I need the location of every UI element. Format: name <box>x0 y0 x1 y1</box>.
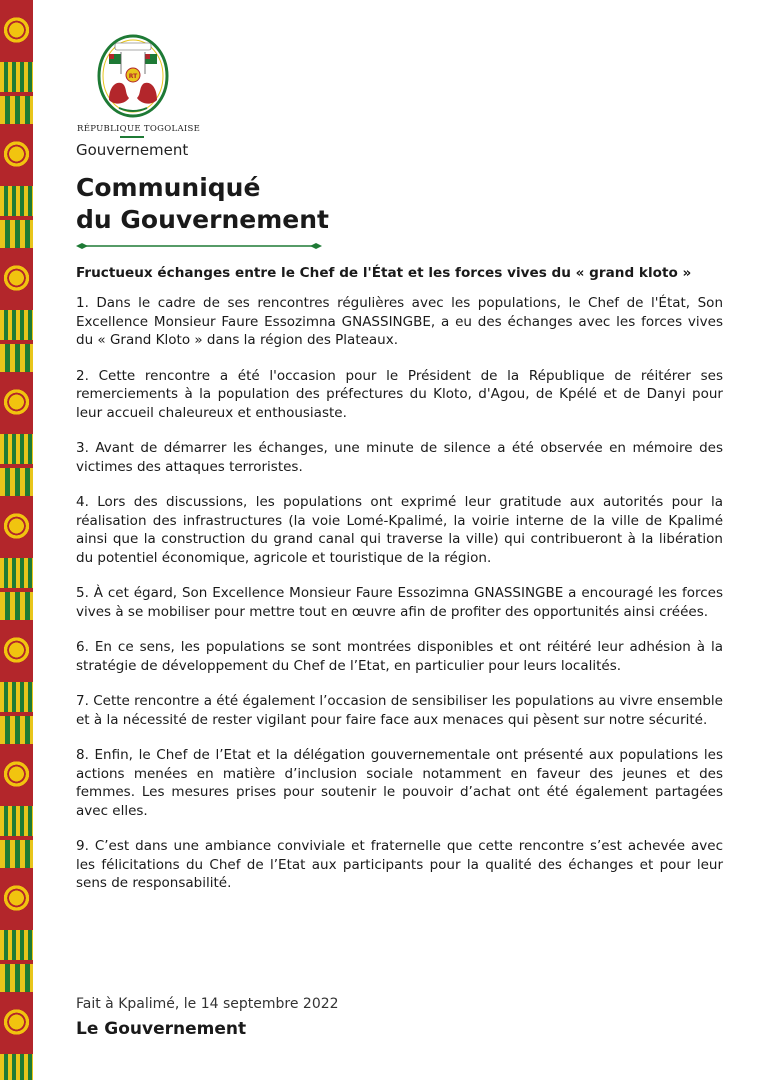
headline: Fructueux échanges entre le Chef de l'État et les forces vives du « grand kloto » <box>76 265 692 281</box>
checker-motif <box>0 92 33 126</box>
sun-motif <box>3 386 30 418</box>
checker-motif <box>0 340 33 374</box>
communique-body <box>76 294 723 910</box>
kente-border <box>0 0 33 1080</box>
divider <box>120 136 144 138</box>
paragraph: 7. Cette rencontre a été également l’occasion de sensibiliser les populations au vivre ensemble et à la nécessité de rester vigilant pour faire face aux menaces qui pèsent sur notre sécurité. <box>76 693 723 728</box>
kente-band <box>0 248 33 310</box>
sun-motif <box>3 758 30 790</box>
kente-band <box>0 310 33 372</box>
paragraph: 1. Dans le cadre de ses rencontres régulières avec les populations, le Chef de l'État, Son Excellence Monsieur Faure Essozimna GNASSINGBE, a eu des échanges avec les forces vives du « Grand Kloto » dans la région des Plateaux. <box>76 295 723 348</box>
kente-band <box>0 558 33 620</box>
checker-motif <box>0 464 33 498</box>
sun-motif <box>3 882 30 914</box>
checker-motif <box>0 588 33 622</box>
title-line-1: Communiqué <box>76 173 261 202</box>
kente-band <box>0 124 33 186</box>
page-title <box>76 172 329 236</box>
paragraph: 4. Lors des discussions, les populations ont exprimé leur gratitude aux autorités pour la réalisation des infrastructures (la voie Lomé-Kpalimé, la voirie interne de la ville de Kpalimé ainsi que la construction du grand canal qui traverse la ville) qui contribueront à la libération du potentiel économique, agricole et touristique de la région. <box>76 494 723 566</box>
kente-band <box>0 434 33 496</box>
sun-motif <box>3 138 30 170</box>
checker-motif <box>0 712 33 746</box>
kente-band <box>0 1054 33 1080</box>
kente-band <box>0 682 33 744</box>
title-divider <box>76 241 322 251</box>
sun-motif <box>3 1006 30 1038</box>
stripe-motif <box>0 1054 33 1080</box>
coat-of-arms-logo <box>95 34 171 118</box>
sun-motif <box>3 14 30 46</box>
kente-band <box>0 62 33 124</box>
country-name: RÉPUBLIQUE TOGOLAISE <box>77 124 201 134</box>
title-line-2: du Gouvernement <box>76 205 329 234</box>
kente-band <box>0 992 33 1054</box>
signatory: Le Gouvernement <box>76 1019 247 1039</box>
kente-band <box>0 186 33 248</box>
paragraph: 9. C’est dans une ambiance conviviale et fraternelle que cette rencontre s’est achevée avec les félicitations du Chef de l’Etat aux participants pour la qualité des échanges et pour leur sens de responsabilité. <box>76 838 723 891</box>
institution-name: Gouvernement <box>76 141 189 159</box>
paragraph: 6. En ce sens, les populations se sont montrées disponibles et ont réitéré leur adhésion à la stratégie de développement du Chef de l’Etat, en particulier pour leurs localités. <box>76 639 723 674</box>
kente-band <box>0 744 33 806</box>
sun-motif <box>3 634 30 666</box>
checker-motif <box>0 216 33 250</box>
kente-band <box>0 868 33 930</box>
sun-motif <box>3 510 30 542</box>
kente-band <box>0 0 33 62</box>
paragraph: 5. À cet égard, Son Excellence Monsieur Faure Essozimna GNASSINGBE a encouragé les forces vives à se mobiliser pour mettre tout en œuvre afin de profiter des opportunités ainsi créées. <box>76 585 723 620</box>
paragraph: 3. Avant de démarrer les échanges, une minute de silence a été observée en mémoire des victimes des attaques terroristes. <box>76 440 723 475</box>
sun-motif <box>3 262 30 294</box>
kente-band <box>0 930 33 992</box>
checker-motif <box>0 836 33 870</box>
signature-date: Fait à Kpalimé, le 14 septembre 2022 <box>76 996 339 1012</box>
paragraph: 2. Cette rencontre a été l'occasion pour le Président de la République de réitérer ses remerciements à la population des préfectures du Kloto, d'Agou, de Kpélé et de Danyi pour leur accueil chaleureux et enthousiaste. <box>76 367 723 421</box>
kente-band <box>0 496 33 558</box>
paragraph: 8. Enfin, le Chef de l’Etat et la délégation gouvernementale ont présenté aux populations les actions menées en matière d’inclusion sociale notamment en faveur des jeunes et des femmes. Les mesures prises pour soutenir le pouvoir d’achat ont été également partagées avec elles. <box>76 747 723 819</box>
kente-band <box>0 372 33 434</box>
kente-band <box>0 620 33 682</box>
seal-text: RT <box>128 73 138 80</box>
kente-band <box>0 806 33 868</box>
checker-motif <box>0 960 33 994</box>
